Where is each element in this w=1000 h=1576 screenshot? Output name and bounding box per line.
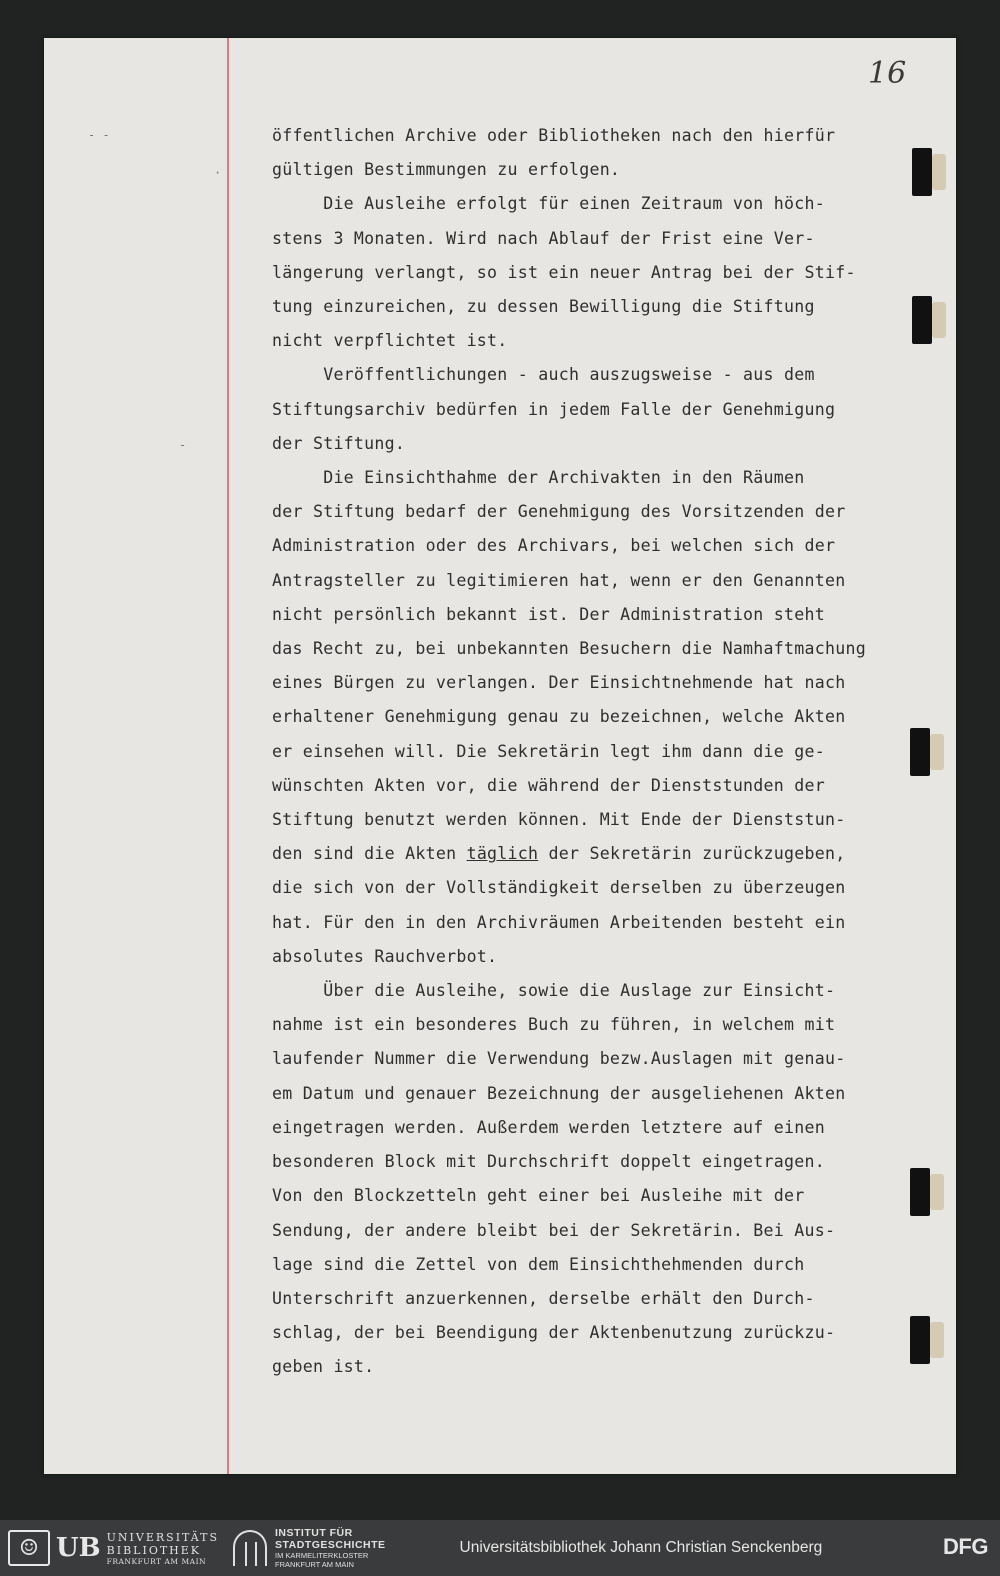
text-line: Antragsteller zu legitimieren hat, wenn er den Genannten [272, 570, 846, 590]
footer-bar [0, 1520, 1000, 1576]
text-segment: der Sekretärin zurückzugeben, [538, 844, 846, 864]
margin-line [227, 38, 229, 1474]
arch-icon [233, 1530, 267, 1566]
text-line: der Stiftung bedarf der Genehmigung des Vorsitzenden der [272, 502, 846, 522]
text-line: Die Einsichthahme der Archivakten in den Räumen [272, 468, 805, 488]
text-line: der Stiftung. [272, 433, 406, 453]
text-line: hat. Für den in den Archivräumen Arbeitenden besteht ein [272, 912, 846, 932]
ub-mark-text: UB [56, 1533, 101, 1563]
document-text [272, 119, 912, 1385]
text-line: gültigen Bestimmungen zu erfolgen. [272, 160, 621, 180]
text-line: absolutes Rauchverbot. [272, 946, 498, 966]
text-line: Von den Blockzetteln geht einer bei Ausleihe mit der [272, 1186, 805, 1206]
text-line: lage sind die Zettel von dem Einsichthehmenden durch [272, 1254, 805, 1274]
binder-clip-mark [912, 148, 932, 196]
text-line [272, 837, 912, 871]
text-line: Stiftungsarchiv bedürfen in jedem Falle der Genehmigung [272, 399, 836, 419]
paper-speck: - - [88, 128, 110, 142]
text-line: Unterschrift anzuerkennen, derselbe erhält den Durch- [272, 1288, 815, 1308]
text-line: Über die Ausleihe, sowie die Auslage zur Einsicht- [272, 981, 836, 1001]
isg-line-1: INSTITUT FÜR [274, 1527, 353, 1539]
paper-speck: - [179, 438, 187, 452]
document-page [44, 38, 956, 1474]
binder-clip-mark [912, 296, 932, 344]
binder-clip-mark [910, 728, 930, 776]
text-line: wünschten Akten vor, die während der Dienststunden der [272, 775, 825, 795]
ub-line-1: UNIVERSITÄTS [106, 1530, 219, 1544]
ub-line-2: BIBLIOTHEK [106, 1543, 202, 1557]
text-line: Sendung, der andere bleibt bei der Sekretärin. Bei Aus- [272, 1220, 836, 1240]
footer-title: Universitätsbibliothek Johann Christian Senckenberg [459, 1539, 823, 1556]
text-line: eines Bürgen zu verlangen. Der Einsichtnehmende hat nach [272, 673, 846, 693]
text-line: nahme ist ein besonderes Buch zu führen, in welchem mit [272, 1015, 836, 1035]
text-line: er einsehen will. Die Sekretärin legt ihm dann die ge- [272, 741, 825, 761]
paper-speck: · [214, 166, 222, 180]
text-line: besonderen Block mit Durchschrift doppelt eingetragen. [272, 1152, 825, 1172]
text-line: Die Ausleihe erfolgt für einen Zeitraum von höch- [272, 194, 825, 214]
text-line: Stiftung benutzt werden können. Mit Ende der Dienststun- [272, 810, 846, 830]
text-line: nicht persönlich bekannt ist. Der Administration steht [272, 604, 825, 624]
text-line: erhaltener Genehmigung genau zu bezeichnen, welche Akten [272, 707, 846, 727]
text-line: öffentlichen Archive oder Bibliotheken nach den hierfür [272, 126, 836, 145]
text-line: em Datum und genauer Bezeichnung der ausgeliehenen Akten [272, 1083, 846, 1103]
text-line: Administration oder des Archivars, bei welchen sich der [272, 536, 836, 556]
dfg-logo[interactable]: DFG [943, 1534, 988, 1559]
underlined-word: täglich [466, 844, 539, 864]
binder-clip-mark [910, 1168, 930, 1216]
page-number: 16 [868, 56, 907, 91]
isg-line-2: STADTGESCHICHTE [274, 1539, 386, 1551]
ub-emblem-icon: ☺ [8, 1530, 50, 1566]
text-line: tung einzureichen, zu dessen Bewilligung die Stiftung [272, 297, 815, 317]
text-line: stens 3 Monaten. Wird nach Ablauf der Frist eine Ver- [272, 228, 815, 248]
isg-logo[interactable] [233, 1527, 386, 1569]
binder-clip-mark [910, 1316, 930, 1364]
text-line: laufender Nummer die Verwendung bezw.Auslagen mit genau- [272, 1049, 846, 1069]
text-line: nicht verpflichtet ist. [272, 331, 508, 351]
ub-line-3: FRANKFURT AM MAIN [106, 1556, 207, 1566]
text-line: schlag, der bei Beendigung der Aktenbenutzung zurückzu- [272, 1323, 836, 1343]
text-line: geben ist. [272, 1357, 375, 1377]
text-line: längerung verlangt, so ist ein neuer Antrag bei der Stif- [272, 262, 856, 282]
text-line: Veröffentlichungen - auch auszugsweise - aus dem [272, 365, 815, 385]
text-line: die sich von der Vollständigkeit derselben zu überzeugen [272, 878, 846, 898]
ub-logo[interactable] [8, 1526, 219, 1570]
isg-line-3: IM KARMELITERKLOSTER [274, 1551, 369, 1560]
isg-line-4: FRANKFURT AM MAIN [274, 1560, 354, 1569]
text-line: eingetragen werden. Außerdem werden letztere auf einen [272, 1117, 825, 1137]
text-segment: den sind die Akten [272, 844, 467, 864]
text-line: das Recht zu, bei unbekannten Besuchern die Namhaftmachung [272, 639, 866, 659]
